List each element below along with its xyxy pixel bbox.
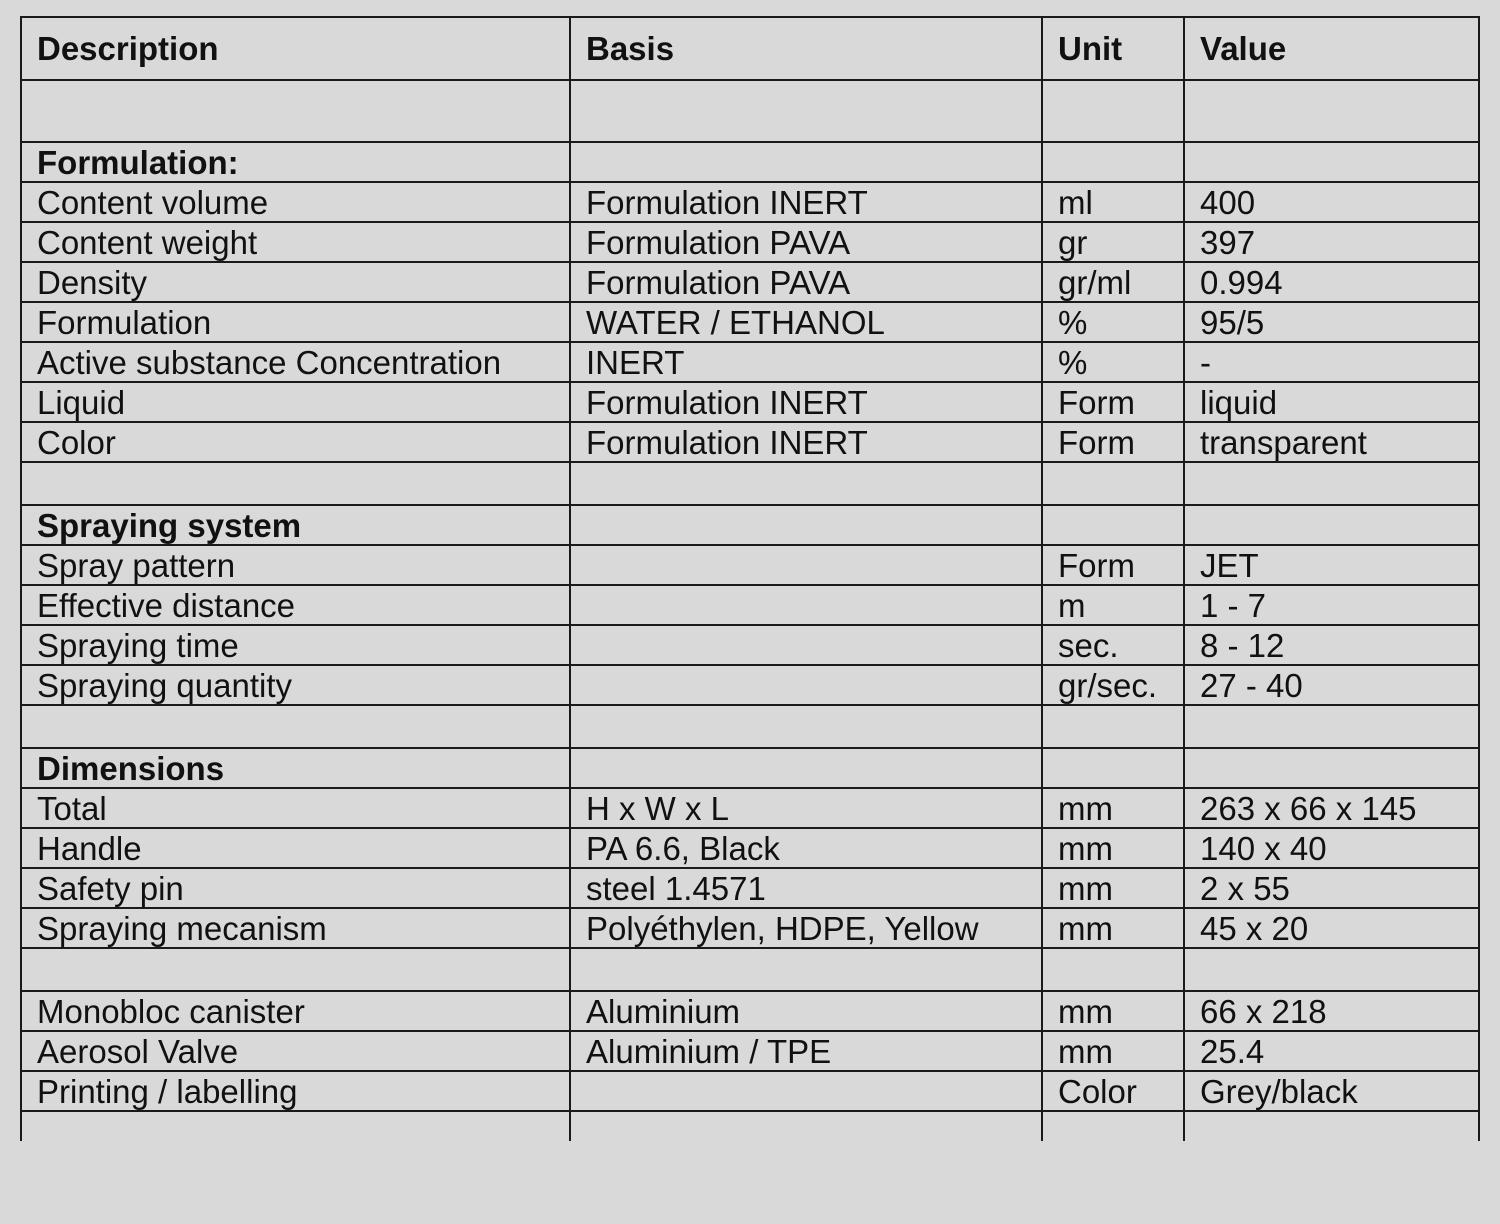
section-title: Dimensions [21, 748, 570, 788]
empty-cell [1042, 80, 1184, 142]
empty-cell [1042, 748, 1184, 788]
section-header-row [21, 142, 1479, 182]
empty-cell [1042, 705, 1184, 748]
table-row [21, 222, 1479, 262]
empty-cell [1042, 142, 1184, 182]
cell-unit: mm [1042, 908, 1184, 948]
cell-value: 397 [1184, 222, 1479, 262]
cell-unit: ml [1042, 182, 1184, 222]
cell-value: 27 - 40 [1184, 665, 1479, 705]
cell-description: Content weight [21, 222, 570, 262]
cell-description: Formulation [21, 302, 570, 342]
spec-table-body [21, 80, 1479, 1141]
cell-value: 0.994 [1184, 262, 1479, 302]
blank-spacer-row [21, 705, 1479, 748]
cell-value: - [1184, 342, 1479, 382]
cell-value: 66 x 218 [1184, 991, 1479, 1031]
table-row [21, 991, 1479, 1031]
cell-description: Spraying mecanism [21, 908, 570, 948]
empty-cell [1184, 462, 1479, 505]
empty-cell [21, 705, 570, 748]
cell-unit: Form [1042, 382, 1184, 422]
header-description: Description [21, 17, 570, 80]
table-row [21, 302, 1479, 342]
table-row [21, 382, 1479, 422]
empty-cell [570, 142, 1042, 182]
table-row [21, 585, 1479, 625]
cell-description: Effective distance [21, 585, 570, 625]
empty-cell [21, 80, 570, 142]
section-title: Formulation: [21, 142, 570, 182]
cell-unit: gr/sec. [1042, 665, 1184, 705]
cell-description: Handle [21, 828, 570, 868]
header-row [21, 17, 1479, 80]
cell-unit: Color [1042, 1071, 1184, 1111]
cell-basis: WATER / ETHANOL [570, 302, 1042, 342]
cell-description: Color [21, 422, 570, 462]
cell-description: Liquid [21, 382, 570, 422]
empty-cell [1042, 948, 1184, 991]
cell-basis [570, 585, 1042, 625]
cell-description: Spray pattern [21, 545, 570, 585]
table-row [21, 908, 1479, 948]
table-row [21, 665, 1479, 705]
cell-value: 8 - 12 [1184, 625, 1479, 665]
cell-description: Content volume [21, 182, 570, 222]
cell-description: Spraying time [21, 625, 570, 665]
empty-cell [1184, 142, 1479, 182]
cell-unit: % [1042, 342, 1184, 382]
empty-cell [570, 505, 1042, 545]
cell-value: 25.4 [1184, 1031, 1479, 1071]
blank-spacer-row [21, 80, 1479, 142]
table-row [21, 1031, 1479, 1071]
cell-basis [570, 545, 1042, 585]
cell-unit: mm [1042, 828, 1184, 868]
empty-cell [570, 948, 1042, 991]
cell-basis [570, 1071, 1042, 1111]
cell-value: 140 x 40 [1184, 828, 1479, 868]
empty-cell [570, 705, 1042, 748]
cell-description: Spraying quantity [21, 665, 570, 705]
header-unit: Unit [1042, 17, 1184, 80]
cell-basis: Formulation INERT [570, 422, 1042, 462]
blank-spacer-row [21, 948, 1479, 991]
section-header-row [21, 505, 1479, 545]
blank-spacer-row [21, 462, 1479, 505]
cell-value: 95/5 [1184, 302, 1479, 342]
blank-spacer-row [21, 1111, 1479, 1141]
cell-unit: m [1042, 585, 1184, 625]
cell-unit: mm [1042, 788, 1184, 828]
cell-unit: mm [1042, 991, 1184, 1031]
cell-unit: gr [1042, 222, 1184, 262]
empty-cell [1042, 1111, 1184, 1141]
cell-basis: Formulation INERT [570, 182, 1042, 222]
empty-cell [21, 462, 570, 505]
section-title: Spraying system [21, 505, 570, 545]
cell-description: Printing / labelling [21, 1071, 570, 1111]
cell-basis: INERT [570, 342, 1042, 382]
cell-unit: mm [1042, 1031, 1184, 1071]
empty-cell [1184, 705, 1479, 748]
empty-cell [570, 1111, 1042, 1141]
empty-cell [570, 462, 1042, 505]
cell-description: Total [21, 788, 570, 828]
cell-value: JET [1184, 545, 1479, 585]
cell-unit: mm [1042, 868, 1184, 908]
cell-value: 263 x 66 x 145 [1184, 788, 1479, 828]
empty-cell [1042, 462, 1184, 505]
cell-description: Monobloc canister [21, 991, 570, 1031]
cell-basis: Formulation INERT [570, 382, 1042, 422]
cell-unit: sec. [1042, 625, 1184, 665]
cell-basis: Formulation PAVA [570, 222, 1042, 262]
table-row [21, 545, 1479, 585]
empty-cell [570, 748, 1042, 788]
empty-cell [21, 1111, 570, 1141]
empty-cell [21, 948, 570, 991]
cell-basis: Aluminium [570, 991, 1042, 1031]
empty-cell [1042, 505, 1184, 545]
cell-basis [570, 665, 1042, 705]
cell-basis: PA 6.6, Black [570, 828, 1042, 868]
cell-basis: Formulation PAVA [570, 262, 1042, 302]
table-row [21, 342, 1479, 382]
table-row [21, 422, 1479, 462]
cell-value: transparent [1184, 422, 1479, 462]
cell-value: 45 x 20 [1184, 908, 1479, 948]
table-row [21, 828, 1479, 868]
cell-description: Safety pin [21, 868, 570, 908]
section-header-row [21, 748, 1479, 788]
spec-table [20, 16, 1480, 1141]
cell-basis: Aluminium / TPE [570, 1031, 1042, 1071]
table-row [21, 262, 1479, 302]
header-basis: Basis [570, 17, 1042, 80]
cell-value: liquid [1184, 382, 1479, 422]
cell-description: Aerosol Valve [21, 1031, 570, 1071]
table-row [21, 625, 1479, 665]
table-row [21, 868, 1479, 908]
cell-unit: gr/ml [1042, 262, 1184, 302]
empty-cell [1184, 505, 1479, 545]
cell-basis: H x W x L [570, 788, 1042, 828]
empty-cell [1184, 948, 1479, 991]
cell-value: 1 - 7 [1184, 585, 1479, 625]
cell-unit: Form [1042, 545, 1184, 585]
empty-cell [570, 80, 1042, 142]
cell-basis: Polyéthylen, HDPE, Yellow [570, 908, 1042, 948]
cell-unit: % [1042, 302, 1184, 342]
empty-cell [1184, 1111, 1479, 1141]
cell-value: 2 x 55 [1184, 868, 1479, 908]
cell-basis: steel 1.4571 [570, 868, 1042, 908]
cell-value: 400 [1184, 182, 1479, 222]
table-row [21, 1071, 1479, 1111]
cell-description: Density [21, 262, 570, 302]
table-row [21, 182, 1479, 222]
table-row [21, 788, 1479, 828]
cell-description: Active substance Concentration [21, 342, 570, 382]
header-value: Value [1184, 17, 1479, 80]
cell-basis [570, 625, 1042, 665]
empty-cell [1184, 748, 1479, 788]
cell-unit: Form [1042, 422, 1184, 462]
cell-value: Grey/black [1184, 1071, 1479, 1111]
empty-cell [1184, 80, 1479, 142]
